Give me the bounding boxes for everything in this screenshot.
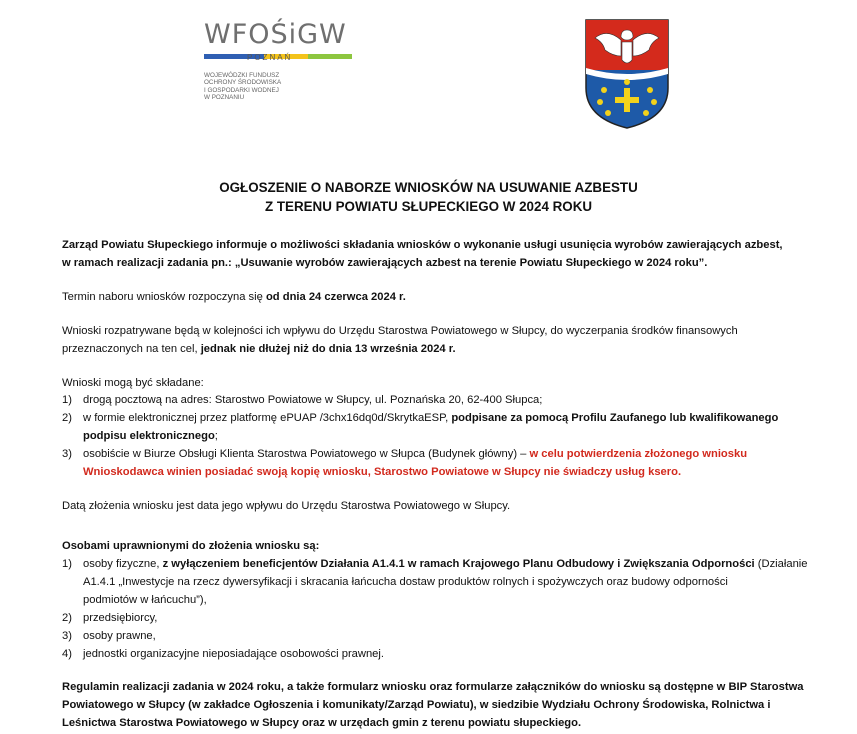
termin-paragraph [62, 288, 406, 306]
list-text-bold: podpisane za pomocą Profilu Zaufanego lub kwalifikowanego [451, 412, 779, 424]
list-continuation: A1.4.1 „Inwestycje na rzecz dywersyfikacji i skracania łańcucha dostaw produktów rolnych i spożywczych oraz budowy odporności [83, 576, 728, 588]
termin-date: od dnia 24 czerwca 2024 r. [265, 291, 406, 303]
county-crest [584, 18, 670, 130]
list-text-bold: z wyłączeniem beneficjentów Działania A1.4.1 w ramach Krajowego Planu Odbudowy i Zwiększania Odporności [162, 558, 755, 570]
list-text: osoby fizyczne, [83, 558, 163, 570]
list-item [62, 391, 542, 409]
rozpatrywane-line: Wnioski rozpatrywane będą w kolejności ich wpływu do Urzędu Starostwa Powiatowego w Słupcy, do wyczerpania środków finansowych [62, 325, 738, 337]
uprawnieni-heading: Osobami uprawnionymi do złożenia wniosku są: [62, 540, 320, 552]
list-continuation-red: Wnioskodawca winien posiadać swoją kopię wniosku, Starostwo Powiatowe w Słupcy nie świadczy usług ksero. [83, 466, 682, 478]
list-number: 3) [62, 448, 72, 460]
list-text: osoby prawne, [83, 630, 156, 642]
intro-line: w ramach realizacji zadania pn.: „Usuwanie wyrobów zawierających azbest na terenie Powiatu Słupeckiego w 2024 roku”. [62, 257, 708, 269]
logo-desc-line: WOJEWÓDZKI FUNDUSZ [204, 72, 280, 79]
list-item [62, 445, 747, 463]
list-item [62, 555, 808, 573]
rozpatrywane-line [62, 340, 456, 358]
list-text-red: w celu potwierdzenia złożonego wniosku [529, 448, 748, 460]
logo-bar-green [308, 54, 352, 59]
list-number: 1) [62, 558, 72, 570]
logo-desc-line: W POZNANIU [204, 93, 245, 101]
regulamin-line: Leśnictwa Starostwa Powiatowego w Słupcy oraz w urzędach gmin z terenu powiatu słupeckiego. [62, 717, 582, 729]
list-text: drogą pocztową na adres: Starostwo Powiatowe w Słupcy, ul. Poznańska 20, 62-400 Słupca; [83, 394, 543, 406]
termin-text: Termin naboru wniosków rozpoczyna się [62, 291, 266, 303]
logo-city: POZNAŃ [247, 53, 293, 62]
list-text: (Działanie [754, 558, 808, 570]
list-continuation [83, 427, 218, 445]
list-item [62, 627, 156, 645]
list-continuation: podmiotów w łańcuchu”), [83, 594, 207, 606]
list-item [62, 609, 157, 627]
logo-wordmark: WFOŚiGW [204, 19, 347, 50]
rozpatrywane-deadline: jednak nie dłużej niż do dnia 13 września 2024 r. [200, 343, 456, 355]
logo-desc-line: I GOSPODARKI WODNEJ [204, 86, 279, 94]
list-item [62, 645, 384, 663]
title-line: OGŁOSZENIE O NABORZE WNIOSKÓW NA USUWANIE AZBESTU [219, 180, 638, 195]
skladanie-heading: Wnioski mogą być składane: [62, 377, 204, 389]
logo-description [204, 72, 354, 101]
list-item [62, 409, 778, 427]
list-number: 1) [62, 394, 72, 406]
data-zlozenia-paragraph: Datą złożenia wniosku jest data jego wpływu do Urzędu Starostwa Powiatowego w Słupcy. [62, 500, 511, 512]
list-text: w formie elektronicznej przez platformę ePUAP /3chx16dq0d/SkrytkaESP, [83, 412, 452, 424]
list-text-bold: podpisu elektronicznego [83, 430, 215, 442]
title-line: Z TERENU POWIATU SŁUPECKIEGO W 2024 ROKU [264, 199, 593, 214]
list-number: 4) [62, 648, 72, 660]
list-number: 2) [62, 412, 72, 424]
intro-line: Zarząd Powiatu Słupeckiego informuje o możliwości składania wniosków o wykonanie usługi usunięcia wyrobów zawierających azbest, [62, 239, 783, 251]
page-title [0, 178, 857, 216]
list-text: jednostki organizacyjne nieposiadające osobowości prawnej. [83, 648, 385, 660]
rozpatrywane-text: przeznaczonych na ten cel, [62, 343, 201, 355]
list-number: 3) [62, 630, 72, 642]
regulamin-line: Regulamin realizacji zadania w 2024 roku, a także formularz wniosku oraz formularze załączników do wniosku są dostępne w BIP Starostwa [62, 681, 804, 693]
list-text: ; [214, 430, 218, 442]
list-text: osobiście w Biurze Obsługi Klienta Starostwa Powiatowego w Słupca (Budynek główny) – [83, 448, 530, 460]
list-number: 2) [62, 612, 72, 624]
list-text: przedsiębiorcy, [83, 612, 158, 624]
regulamin-line: Powiatowego w Słupcy (w zakładce Ogłoszenia i komunikaty/Zarząd Powiatu), w siedzibie Wydziału Ochrony Środowiska, Rolnictwa i [62, 699, 771, 711]
logo-desc-line: OCHRONY ŚRODOWISKA [204, 79, 282, 87]
